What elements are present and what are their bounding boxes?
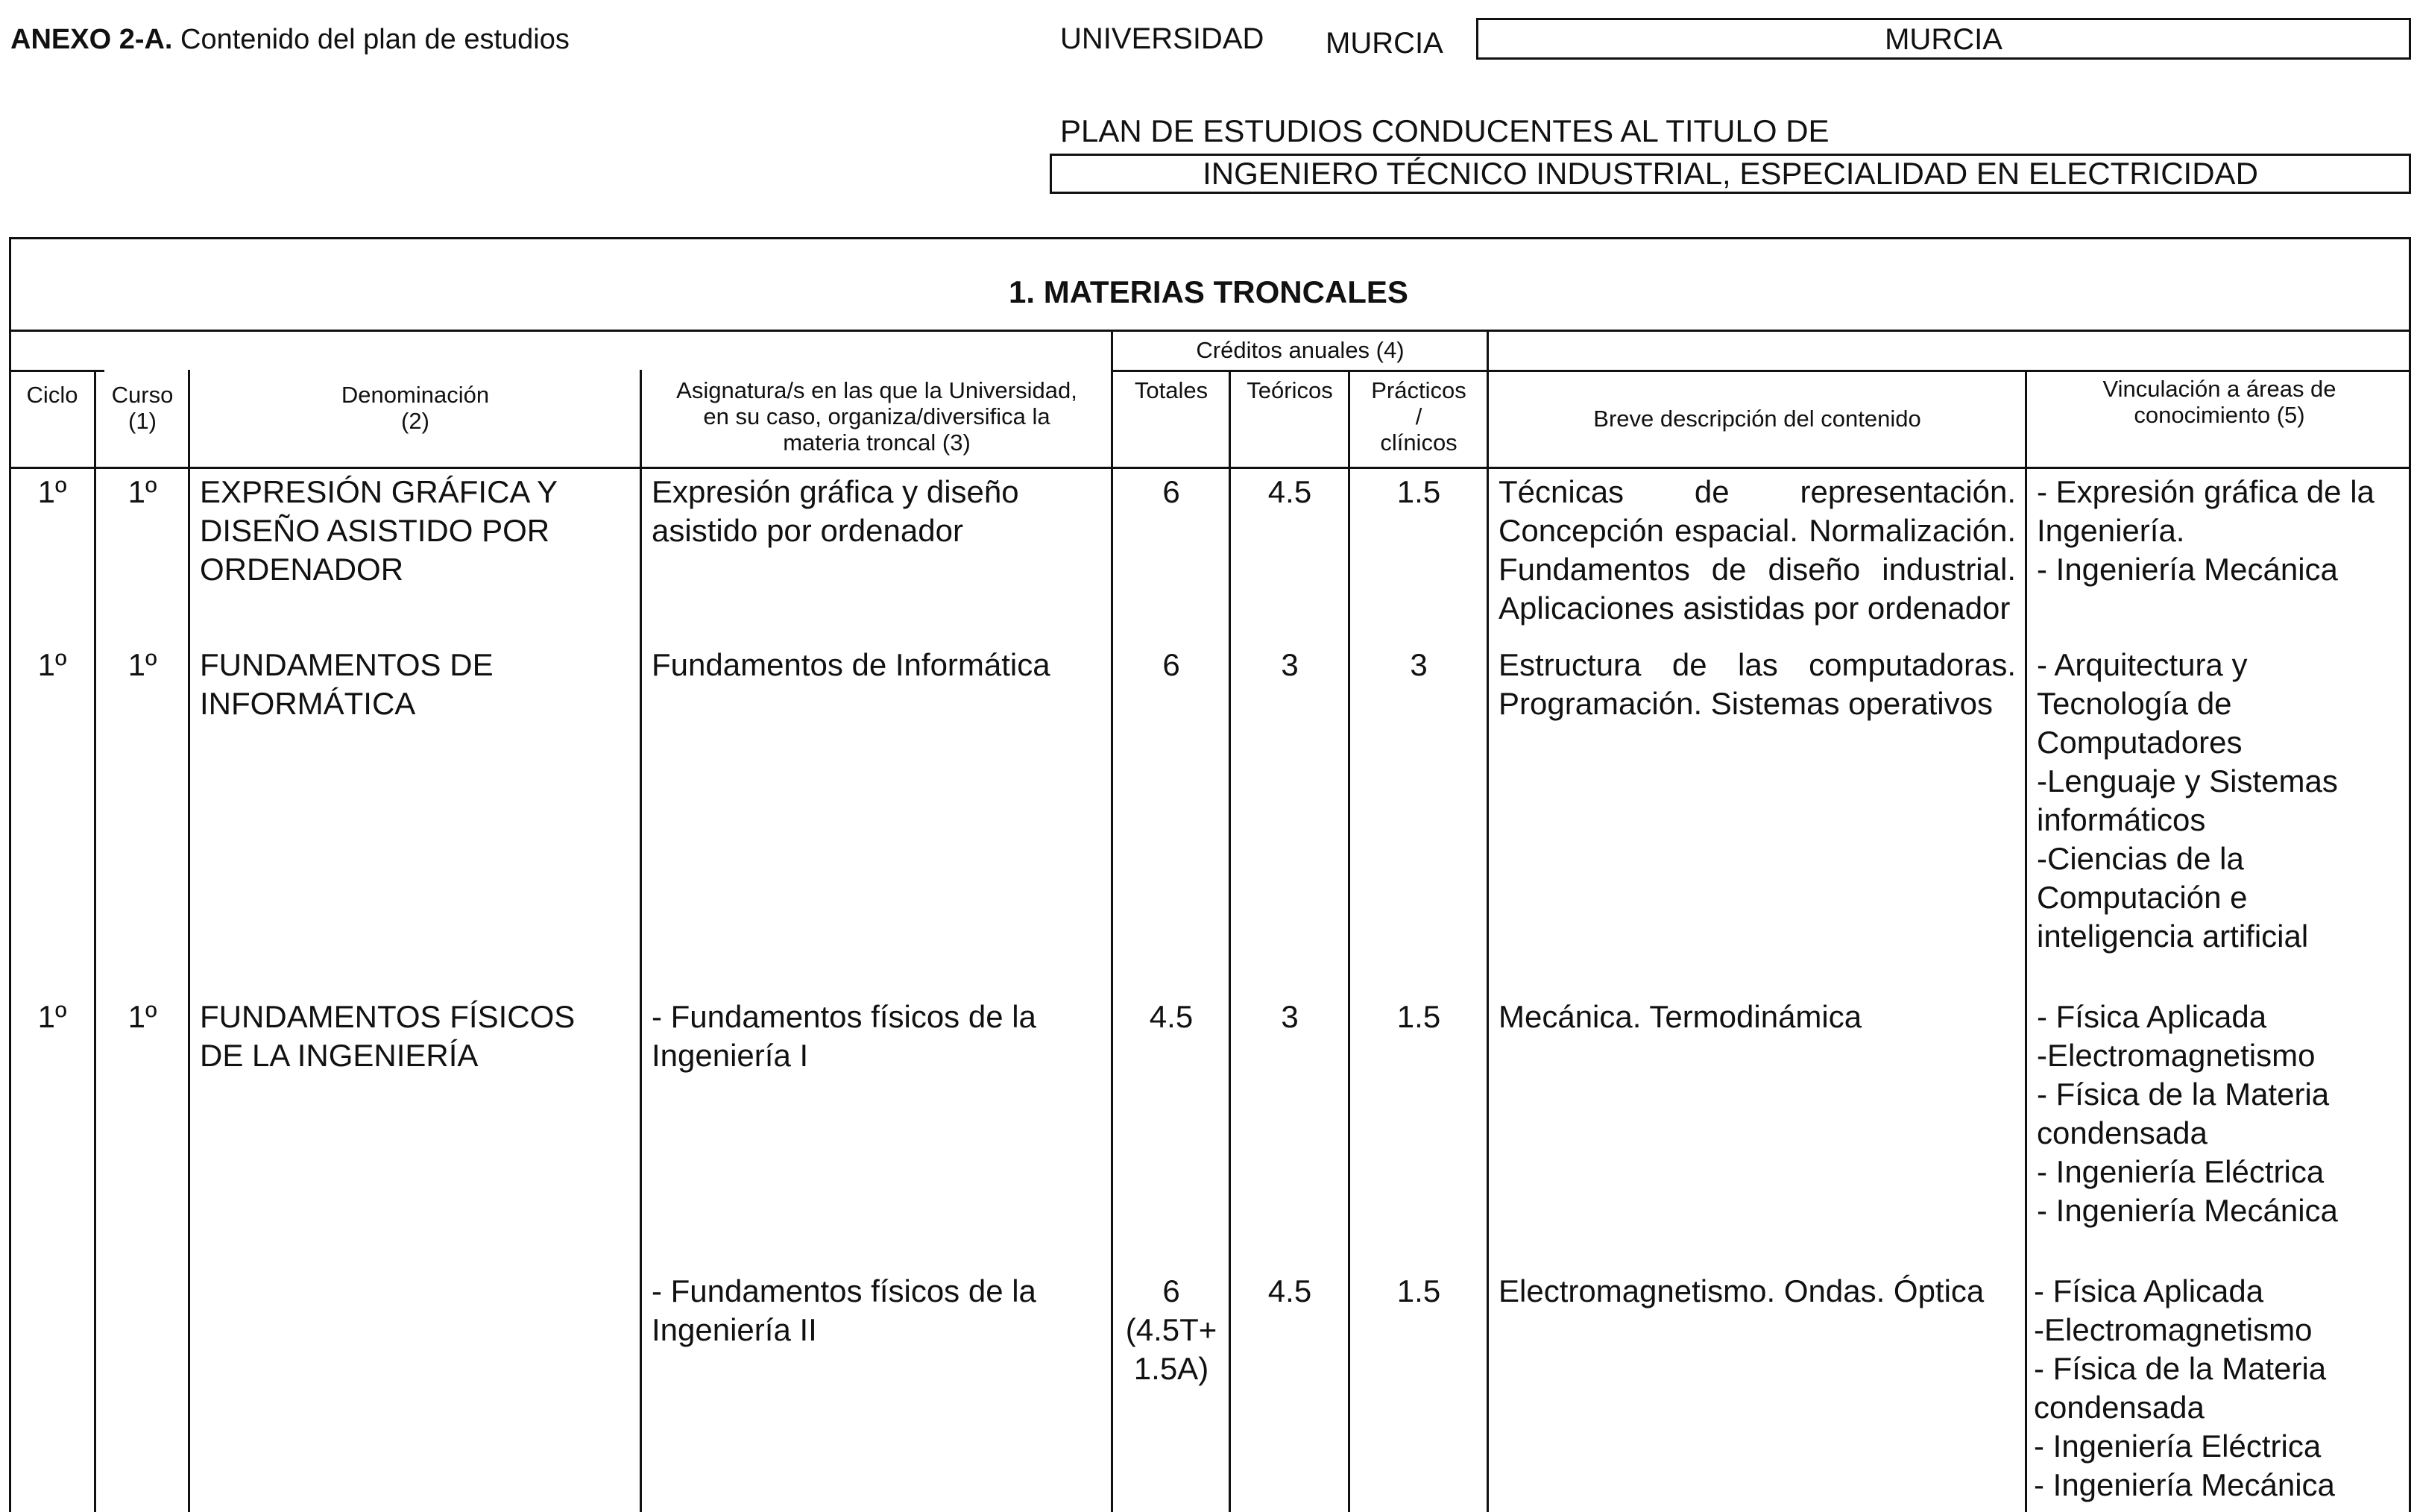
row3-teoricos: 3 bbox=[1281, 999, 1299, 1034]
col-ciclo-header: Ciclo bbox=[26, 382, 78, 408]
annex-text: Contenido del plan de estudios bbox=[172, 24, 570, 55]
row4-teoricos: 4.5 bbox=[1267, 1273, 1312, 1308]
row4-descripcion: Electromagnetismo. Ondas. Óptica bbox=[1499, 1273, 1985, 1308]
row1-descripcion: Técnicas de representación. Concepción espacial. Normalización. Fundamentos de diseño industrial. Aplicaciones asistidas por ordenador bbox=[1499, 474, 2016, 626]
annex-label: ANEXO 2-A. bbox=[10, 24, 173, 55]
row3-ciclo: 1º bbox=[37, 999, 67, 1034]
col-practicos-header: Prácticos / clínicos bbox=[1371, 377, 1466, 456]
plan-label: PLAN DE ESTUDIOS CONDUCENTES AL TITULO DE bbox=[1060, 113, 1830, 148]
row2-vinculacion: - Arquitectura y Tecnología de Computadores -Lenguaje y Sistemas informáticos -Ciencias de la Computación e inteligencia artificial bbox=[2037, 647, 2338, 954]
column-divider bbox=[640, 370, 642, 1512]
city-value-box: MURCIA bbox=[1476, 18, 2411, 60]
row4-asignatura: - Fundamentos físicos de la Ingeniería II bbox=[652, 1273, 1036, 1347]
table-rule bbox=[1111, 370, 2411, 372]
row3-descripcion: Mecánica. Termodinámica bbox=[1499, 999, 1862, 1034]
degree-title-box: INGENIERO TÉCNICO INDUSTRIAL, ESPECIALIDAD EN ELECTRICIDAD bbox=[1050, 154, 2411, 194]
row2-denominacion: FUNDAMENTOS DE INFORMÁTICA bbox=[200, 647, 494, 721]
row3-practicos: 1.5 bbox=[1396, 999, 1441, 1034]
row2-teoricos: 3 bbox=[1281, 647, 1299, 682]
row3-asignatura: - Fundamentos físicos de la Ingeniería I bbox=[652, 999, 1036, 1073]
column-divider bbox=[1487, 330, 1489, 1512]
row1-denominacion: EXPRESIÓN GRÁFICA Y DISEÑO ASISTIDO POR ORDENADOR bbox=[200, 474, 558, 587]
col-denominacion-header: Denominación (2) bbox=[341, 382, 490, 434]
table-rule bbox=[9, 467, 2411, 469]
row1-practicos: 1.5 bbox=[1396, 474, 1441, 509]
row3-totales: 4.5 bbox=[1149, 999, 1194, 1034]
table-rule bbox=[9, 330, 2411, 332]
row1-ciclo: 1º bbox=[37, 474, 67, 509]
row2-asignatura: Fundamentos de Informática bbox=[652, 647, 1050, 682]
city-label: MURCIA bbox=[1326, 27, 1443, 60]
row4-vinculacion: - Física Aplicada -Electromagnetismo - Física de la Materia condensada - Ingeniería Eléctrica - Ingeniería Mecánica bbox=[2034, 1273, 2335, 1502]
row2-ciclo: 1º bbox=[37, 647, 67, 682]
row4-totales: 6 (4.5T+ 1.5A) bbox=[1125, 1273, 1217, 1386]
row2-curso: 1º bbox=[127, 647, 157, 682]
row1-vinculacion: - Expresión gráfica de la Ingeniería. - Ingeniería Mecánica bbox=[2037, 474, 2375, 587]
row1-totales: 6 bbox=[1162, 474, 1180, 509]
col-totales-header: Totales bbox=[1134, 377, 1208, 403]
column-divider bbox=[1229, 370, 1231, 1512]
university-label: UNIVERSIDAD bbox=[1060, 22, 1264, 55]
row3-curso: 1º bbox=[127, 999, 157, 1034]
row2-totales: 6 bbox=[1162, 647, 1180, 682]
column-divider bbox=[1111, 330, 1113, 1512]
col-descripcion-header: Breve descripción del contenido bbox=[1593, 406, 1921, 432]
col-curso-header: Curso (1) bbox=[111, 382, 174, 434]
annex-heading bbox=[10, 24, 570, 56]
row2-descripcion: Estructura de las computadoras. Programación. Sistemas operativos bbox=[1499, 647, 2016, 721]
col-asignaturas-header: Asignatura/s en las que la Universidad, en su caso, organiza/diversifica la materia troncal (3) bbox=[676, 377, 1077, 456]
column-divider bbox=[188, 370, 190, 1512]
column-divider bbox=[2025, 370, 2027, 1512]
section-title: 1. MATERIAS TRONCALES bbox=[1009, 274, 1408, 309]
column-divider bbox=[94, 370, 96, 1512]
credits-group-header: Créditos anuales (4) bbox=[1196, 337, 1405, 363]
row2-practicos: 3 bbox=[1410, 647, 1428, 682]
col-teoricos-header: Teóricos bbox=[1247, 377, 1333, 403]
column-divider bbox=[1348, 370, 1350, 1512]
row3-denominacion: FUNDAMENTOS FÍSICOS DE LA INGENIERÍA bbox=[200, 999, 576, 1073]
row3-vinculacion: - Física Aplicada -Electromagnetismo - Física de la Materia condensada - Ingeniería Eléctrica - Ingeniería Mecánica bbox=[2037, 999, 2338, 1228]
row1-asignatura: Expresión gráfica y diseño asistido por ordenador bbox=[652, 474, 1019, 548]
row1-curso: 1º bbox=[127, 474, 157, 509]
row4-practicos: 1.5 bbox=[1396, 1273, 1441, 1308]
table-rule bbox=[9, 370, 104, 372]
row1-teoricos: 4.5 bbox=[1267, 474, 1312, 509]
col-vinculacion-header: Vinculación a áreas de conocimiento (5) bbox=[2102, 376, 2336, 428]
